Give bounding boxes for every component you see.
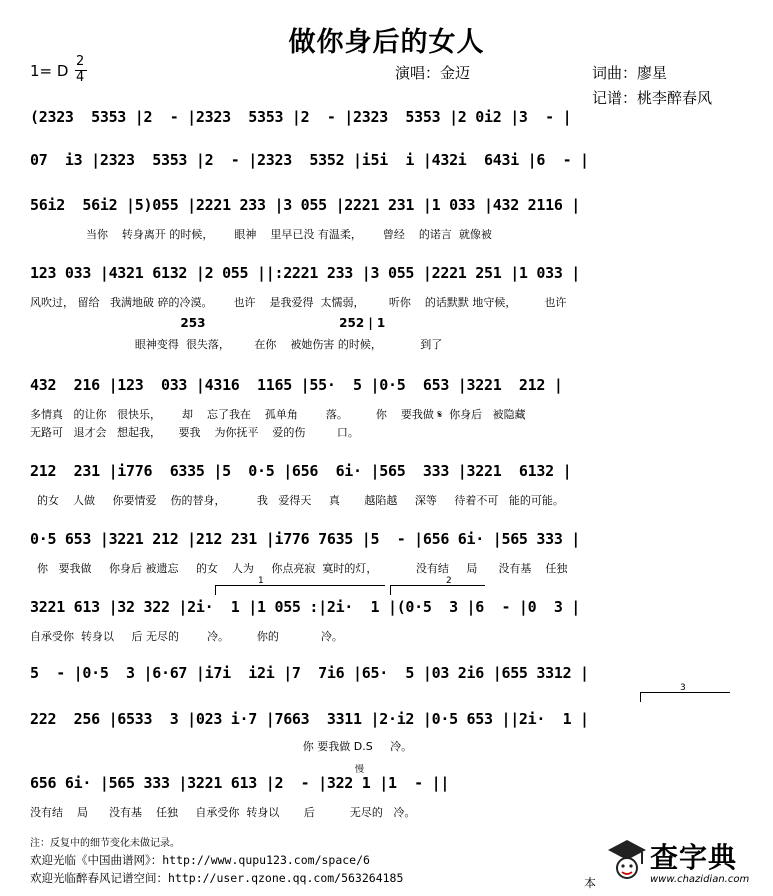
lyric-line-10: 没有结 局 没有基 任独 自承受你 转身以 后 无尽的 冷。 [30, 806, 416, 819]
key-signature: 1= D [30, 62, 69, 80]
volta-1-label: 1 [258, 576, 264, 586]
lyric-line-7: 你 要我做 你身后 被遗忘 的女 人为 你点亮寂 寞时的灯， 没有结 局 没有基 任独 [30, 562, 568, 575]
staff-line-8: 3221 613 |32 322 |2i· 1 |1 055 :|2i· 1 |(0·5 3 |6 - |0 3 | [30, 598, 581, 616]
staff-line-3: 56i2 56i2 |5)055 |2221 233 |3 055 |2221 231 |1 033 |432 2116 | [30, 196, 581, 214]
footer-link-1[interactable]: 欢迎光临《中国曲谱网》：http://www.qupu123.com/space/6 [30, 853, 370, 867]
volta-3-label: 3 [680, 683, 686, 693]
lyric-line-2: 风吹过， 留给 我满地破 碎的冷漠。 也许 是我爱得 太懦弱， 听你 的话默默 地守候， 也许 [30, 296, 567, 309]
staff-line-10: 222 256 |6533 3 |023 i·7 |7663 3311 |2·i2 |0·5 653 ||2i· 1 | [30, 710, 589, 728]
lyric-line-8: 自承受你 转身以 后 无尽的 冷。 你的 冷。 [30, 630, 343, 643]
rit-mark: 慢 [355, 765, 365, 775]
lyric-line-9: 你 要我做 D.S 冷。 [30, 740, 413, 753]
staff-line-2: 07 i3 |2323 5353 |2 - |2323 5352 |i5i i |432i 643i |6 - | [30, 151, 589, 169]
staff-line-1: (2323 5353 |2 - |2323 5353 |2 - |2323 5353 |2 0i2 |3 - | [30, 108, 572, 126]
footer-note: 注：反复中的细节变化未做记录。 [30, 838, 180, 849]
staff-line-5: 432 216 |123 033 |4316 1165 |55· 5 |0·5 653 |3221 212 | [30, 376, 563, 394]
lyric-line-1: 当你 转身离开 的时候， 眼神 里早已没 有温柔， 曾经 的诺言 就像被 [30, 228, 492, 241]
footer-link-2[interactable]: 欢迎光临醉春风记谱空间：http://user.qzone.qq.com/563264185 [30, 871, 404, 885]
logo-url: www.chazidian.com [650, 874, 750, 885]
time-signature-bottom: 4 [76, 70, 85, 85]
volta-3-edge [640, 692, 641, 702]
staff-line-7: 0·5 653 |3221 212 |212 231 |i776 7635 |5 - |656 6i· |565 333 | [30, 530, 581, 548]
time-signature-top: 2 [76, 54, 85, 69]
volta-2-edge [390, 585, 391, 595]
page-mark: 本 [584, 876, 597, 890]
staff-line-11: 656 6i· |565 333 |3221 613 |2 - |322 1 |1 - || [30, 774, 450, 792]
singer-credit: 演唱：金迈 [395, 64, 471, 82]
song-title: 做你身后的女人 [288, 27, 485, 58]
volta-1-bracket [215, 585, 385, 586]
volta-2-label: 2 [446, 576, 452, 586]
site-logo [606, 834, 766, 890]
transcriber-credit: 记谱：桃李醉春风 [592, 89, 713, 107]
graduate-icon [606, 836, 648, 886]
lyric-line-3: 眼神变得 很失落， 在你 被她伤害 的时候， 到了 [30, 338, 443, 351]
staff-line-6: 212 231 |i776 6335 |5 0·5 |656 6i· |565 333 |3221 6132 | [30, 462, 572, 480]
logo-text: 查字典 [650, 841, 738, 874]
volta-2-bracket [390, 585, 485, 586]
composer-credit: 词曲：廖星 [592, 64, 668, 82]
alt-notes-line: 253 252 | 1 [30, 316, 386, 330]
staff-line-4: 123 033 |4321 6132 |2 055 ||:2221 233 |3 055 |2221 251 |1 033 | [30, 264, 581, 282]
staff-line-9: 5 - |0·5 3 |6·67 |i7i i2i |7 7i6 |65· 5 |03 2i6 |655 3312 | [30, 664, 589, 682]
lyric-line-5: 无路可 退才会 想起我， 要我 为你抚平 爱的伤 口。 [30, 426, 359, 439]
lyric-line-4: 多情真 的让你 很快乐， 却 忘了我在 孤单角 落。 你 要我做 𝄋 你身后 被隐藏 [30, 408, 526, 421]
volta-1-edge [215, 585, 216, 595]
lyric-line-6: 的女 人做 你要情爱 伤的替身， 我 爱得天 真 越陷越 深等 待着不可 能的可能。 [30, 494, 564, 507]
